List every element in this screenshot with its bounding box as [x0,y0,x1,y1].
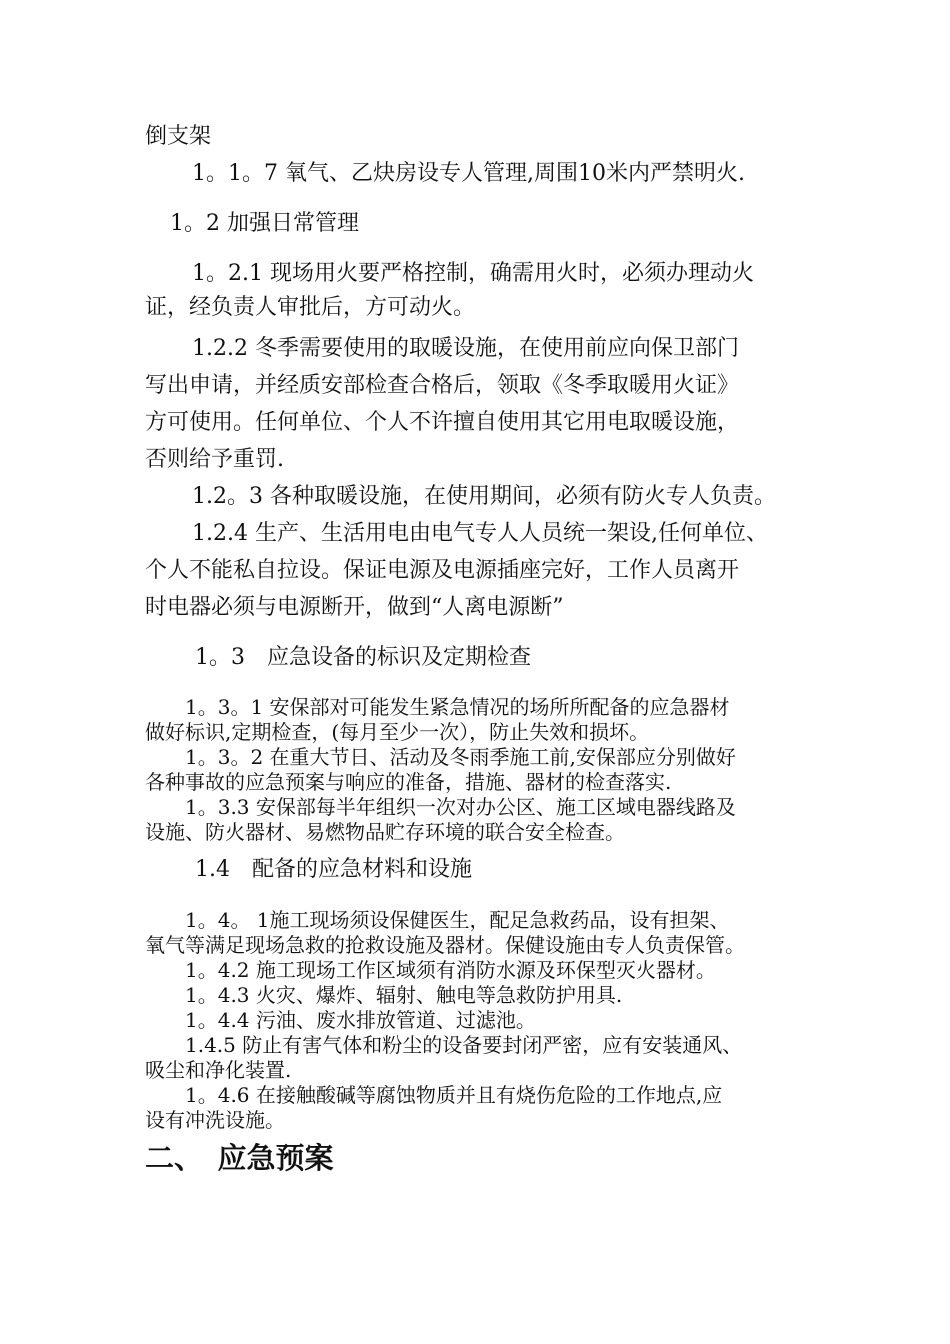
text-line: 倒支架 [145,124,212,149]
text-line: 各种事故的应急预案与响应的准备，措施、器材的检查落实. [145,770,672,794]
text-line: 1。4.2 施工现场工作区域须有消防水源及环保型灭火器材。 [185,958,716,982]
text-line: 1。4.3 火灾、爆炸、辐射、触电等急救防护用具. [185,983,623,1007]
text-line: 1.2.2 冬季需要使用的取暖设施，在使用前应向保卫部门 [192,336,739,361]
text-line: 1。4.6 在接触酸碱等腐蚀物质并且有烧伤危险的工作地点,应 [185,1083,723,1107]
section-heading-1-3: 1。3 应急设备的标识及定期检查 [195,645,531,670]
text-line: 1.2。3 各种取暖设施，在使用期间，必须有防火专人负责。 [192,484,776,509]
chapter-heading: 二、 应急预案 [145,1141,334,1175]
text-line: 1。3.3 安保部每半年组织一次对办公区、施工区域电器线路及 [185,795,736,819]
text-line: 做好标识,定期检查，(每月至少一次），防止失效和损坏。 [145,720,650,744]
text-line: 1。1。7 氧气、乙炔房设专人管理,周围10米内严禁明火. [192,161,745,186]
text-line: 方可使用。任何单位、个人不许擅自使用其它用电取暖设施， [145,410,740,435]
text-line: 1。2.1 现场用火要严格控制，确需用火时，必须办理动火 [192,261,754,286]
text-line: 设施、防火器材、易燃物品贮存环境的联合安全检查。 [145,820,625,844]
text-line: 个人不能私自拉设。保证电源及电源插座完好，工作人员离开 [145,558,740,583]
text-line: 时电器必须与电源断开，做到“人离电源断” [145,595,564,620]
text-line: 1。4.4 污油、废水排放管道、过滤池。 [185,1008,536,1032]
text-line: 吸尘和净化装置. [145,1058,292,1082]
text-line: 否则给予重罚. [145,447,284,472]
text-line: 1。3。2 在重大节日、活动及冬雨季施工前,安保部应分别做好 [185,745,736,769]
section-heading-1-4: 1.4 配备的应急材料和设施 [195,857,472,882]
text-line: 1.2.4 生产、生活用电由电气专人人员统一架设,任何单位、 [192,521,768,546]
text-line: 1。3。1 安保部对可能发生紧急情况的场所所配备的应急器材 [185,695,730,719]
text-line: 证，经负责人审批后，方可动火。 [145,295,476,320]
text-line: 写出申请，并经质安部检查合格后，领取《冬季取暖用火证》 [145,373,740,398]
section-heading-1-2: 1。2 加强日常管理 [170,211,359,236]
text-line: 氧气等满足现场急救的抢救设施及器材。保健设施由专人负责保管。 [145,933,745,957]
text-line: 设有冲洗设施。 [145,1108,285,1132]
text-line: 1。4。 1施工现场须设保健医生，配足急救药品，设有担架、 [185,908,730,932]
text-line: 1.4.5 防止有害气体和粉尘的设备要封闭严密，应有安装通风、 [185,1033,743,1057]
